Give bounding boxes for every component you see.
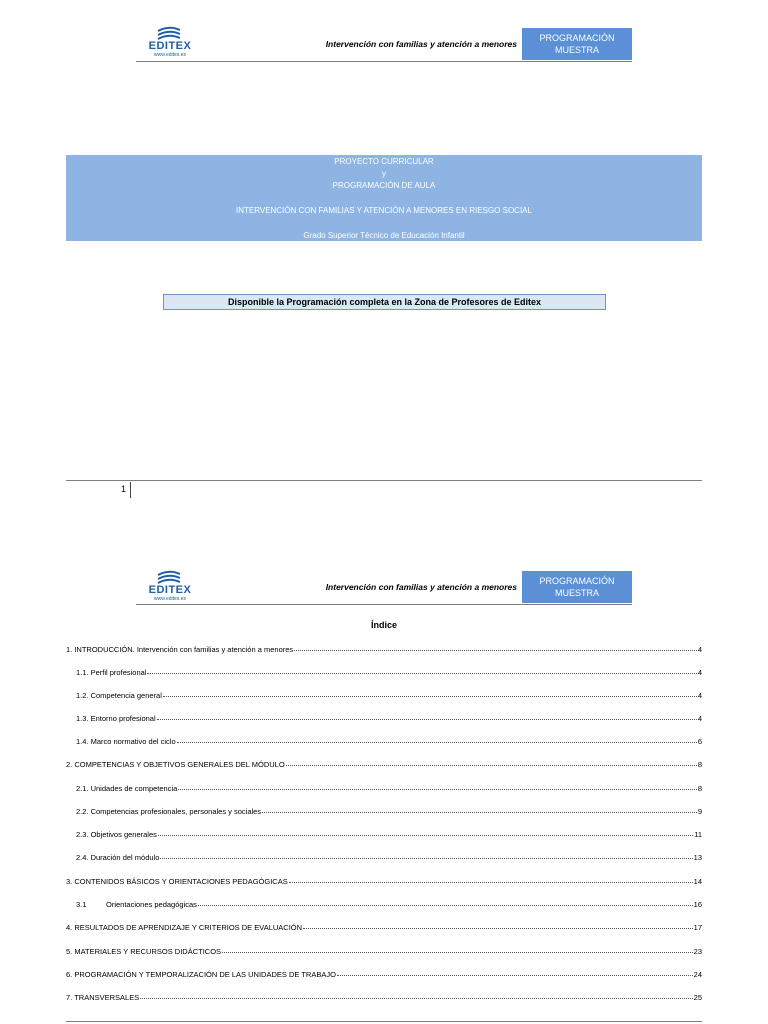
toc-entry[interactable]: 1. INTRODUCCIÓN. Intervención con familias y atención a menores 4 <box>66 645 702 654</box>
toc-entry[interactable]: 1.4. Marco normativo del ciclo 6 <box>76 737 702 746</box>
footer-rule <box>66 480 702 481</box>
toc-entry[interactable]: 2.3. Objetivos generales 11 <box>76 830 702 839</box>
toc-entry[interactable]: 6. PROGRAMACIÓN Y TEMPORALIZACIÓN DE LAS UNIDADES DE TRABAJO 24 <box>66 970 702 979</box>
toc-entry[interactable]: 5. MATERIALES Y RECURSOS DIDÁCTICOS 23 <box>66 947 702 956</box>
toc-entry[interactable]: 2.1. Unidades de competencia 8 <box>76 784 702 793</box>
brand-url: www.editex.es <box>154 52 186 58</box>
toc-entry[interactable]: 2.2. Competencias profesionales, personales y sociales 9 <box>76 807 702 816</box>
editex-logo <box>140 26 200 60</box>
cover-line4: INTERVENCIÓN CON FAMILIAS Y ATENCIÓN A MENORES EN RIESGO SOCIAL <box>236 206 532 215</box>
toc-entry[interactable]: 1.1. Perfil profesional 4 <box>76 668 702 677</box>
cover-line2: y <box>382 169 386 178</box>
cover-line1: PROYECTO CURRICULAR <box>334 157 434 166</box>
badge-line1: PROGRAMACIÓN <box>539 576 615 586</box>
toc-entry[interactable]: 2.4. Duración del módulo 13 <box>76 853 702 862</box>
cover-line3: PROGRAMACIÓN DE AULA <box>332 181 436 190</box>
index-title: Índice <box>370 620 397 630</box>
header-rule <box>136 61 632 62</box>
brand-name: EDITEX <box>148 40 192 52</box>
brand-name: EDITEX <box>148 584 192 596</box>
toc-entry[interactable]: 1.3. Entorno profesional 4 <box>76 714 702 723</box>
badge-line2: MUESTRA <box>554 45 599 55</box>
toc-entry[interactable]: 2. COMPETENCIAS Y OBJETIVOS GENERALES DEL MÓDULO 8 <box>66 760 702 769</box>
toc-entry[interactable]: 7. TRANSVERSALES 25 <box>66 993 702 1002</box>
programacion-badge <box>522 28 632 60</box>
header-title: Intervención con familias y atención a menores <box>325 39 517 49</box>
toc-entry[interactable]: 1.2. Competencia general 4 <box>76 691 702 700</box>
footer-divider <box>130 482 131 498</box>
header-rule <box>136 604 632 605</box>
toc-entry[interactable]: 4. RESULTADOS DE APRENDIZAJE Y CRITERIOS DE EVALUACIÓN 17 <box>66 923 702 932</box>
toc-entry[interactable]: 3.1 Orientaciones pedagógicas 16 <box>76 900 702 909</box>
cover-line5: Grado Superior Técnico de Educación Infantil <box>303 231 465 240</box>
header-title: Intervención con familias y atención a menores <box>325 582 517 592</box>
footer-rule <box>66 1021 702 1022</box>
brand-url: www.editex.es <box>154 596 186 602</box>
editex-logo <box>140 570 200 604</box>
programacion-badge <box>522 571 632 603</box>
page-number: 1 <box>120 484 126 494</box>
toc-entry[interactable]: 3. CONTENIDOS BÁSICOS Y ORIENTACIONES PEDAGÓGICAS 14 <box>66 877 702 886</box>
badge-line2: MUESTRA <box>554 588 599 598</box>
badge-line1: PROGRAMACIÓN <box>539 33 615 43</box>
availability-notice: Disponible la Programación completa en la Zona de Profesores de Editex <box>163 294 606 310</box>
cover-banner <box>66 155 702 241</box>
